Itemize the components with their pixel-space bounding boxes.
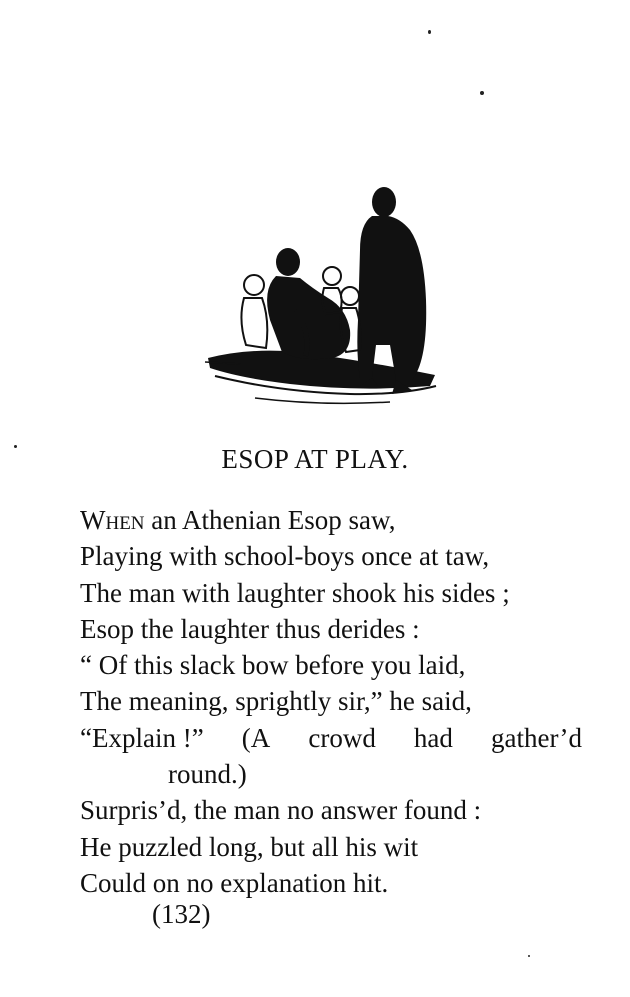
ink-speck [428,30,431,34]
poem-line: The man with laughter shook his sides ; [80,577,510,608]
poem-line: Surpris’d, the man no answer found : [80,795,482,826]
poem-word: crowd [308,722,376,753]
line-text: an Athenian Esop saw, [144,505,396,535]
child-head [341,287,359,305]
ink-speck [480,91,484,95]
poem-line: Playing with school-boys once at taw, [80,541,490,572]
poem-title: ESOP AT PLAY. [221,444,409,474]
poem-line [80,502,600,538]
poem-line: “ Of this slack bow before you laid, [80,650,466,681]
poem-line: Esop the laughter thus derides : [80,613,420,644]
poem-line-justified [80,720,582,756]
child-body [241,298,267,348]
engraving-illustration [200,180,445,415]
poem-word: gather’d [490,722,582,753]
poem-line: He puzzled long, but all his wit [80,831,419,862]
drop-word: When [80,505,145,535]
poem-body [80,502,600,901]
standing-figure-head [372,187,396,217]
ink-speck [528,955,530,957]
child-head [244,275,264,295]
poem-line-continuation: round.) [168,759,247,790]
poem-line: Could on no explanation hit. [80,867,389,898]
poem-word: “Explain !” [80,722,204,753]
page-number: (132) [152,899,211,929]
esop-head [276,248,300,276]
poem-line: The meaning, sprightly sir,” he said, [80,686,472,717]
engraving-esop-playing-with-children-icon [205,187,436,403]
poem-word: had [413,722,453,753]
ground-line [255,398,390,403]
poem-word: (A [241,722,271,753]
child-head [323,267,341,285]
standing-figure-cloak [357,216,426,380]
